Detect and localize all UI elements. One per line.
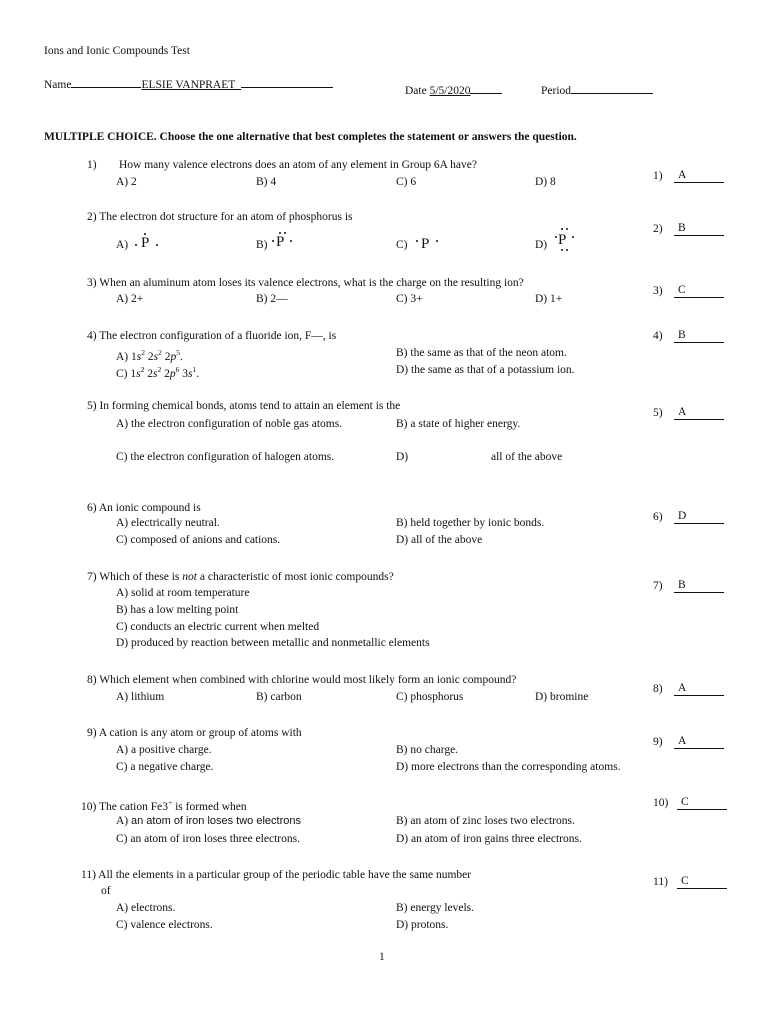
q10-option-c[interactable]: C) an atom of iron loses three electrons. <box>116 833 300 845</box>
q8-option-a[interactable]: A) lithium <box>116 691 165 703</box>
q10-text-pre: 10) The cation Fe3 <box>81 801 168 813</box>
q1-number: 1) <box>87 159 97 171</box>
q2-c-dot <box>436 240 438 242</box>
q7-text-post: a characteristic of most ionic compounds? <box>196 571 394 583</box>
q11-answer-number: 11) <box>653 876 668 888</box>
q9-answer: A <box>678 735 687 747</box>
q2-a-dot <box>135 244 137 246</box>
q2-a-dot <box>144 233 146 235</box>
q2-a-dot <box>156 244 158 246</box>
q2-answer-field[interactable] <box>674 222 724 236</box>
q7-option-a[interactable]: A) solid at room temperature <box>116 587 250 599</box>
q3-answer-number: 3) <box>653 285 663 297</box>
q3-answer-field[interactable] <box>674 284 724 298</box>
test-title: Ions and Ionic Compounds Test <box>44 45 190 57</box>
q5-text: 5) In forming chemical bonds, atoms tend to attain an element is the <box>87 400 401 412</box>
q4-answer-number: 4) <box>653 330 663 342</box>
q2-c-dot <box>416 240 418 242</box>
q11-answer: C <box>681 875 689 887</box>
q10-option-a-letter: A) <box>116 815 129 827</box>
q4-option-a[interactable]: A) $1s^2$ $2s^2$ $2p^5$. <box>116 348 183 363</box>
q1-option-c[interactable]: C) 6 <box>396 176 417 188</box>
q3-option-d[interactable]: D) 1+ <box>535 293 563 305</box>
q1-option-a[interactable]: A) 2 <box>116 176 137 188</box>
q11-option-a[interactable]: A) electrons. <box>116 902 176 914</box>
name-row <box>44 76 333 92</box>
q2-d-symbol: P <box>558 232 567 248</box>
q2-answer-number: 2) <box>653 223 663 235</box>
q6-option-d[interactable]: D) all of the above <box>396 534 483 546</box>
q7-option-c[interactable]: C) conducts an electric current when melted <box>116 621 320 633</box>
q6-answer: D <box>678 510 687 522</box>
q6-option-c[interactable]: C) composed of anions and cations. <box>116 534 281 546</box>
period-row <box>541 82 653 98</box>
date-value[interactable]: 5/5/2020 <box>429 85 471 97</box>
q7-text <box>87 570 394 584</box>
q10-answer: C <box>681 796 689 808</box>
q11-answer-field[interactable] <box>677 875 727 889</box>
q11-text: 11) All the elements in a particular group of the periodic table have the same number <box>81 869 472 881</box>
q5-option-d-text[interactable]: all of the above <box>491 451 563 463</box>
q2-option-d[interactable]: D) <box>535 239 548 251</box>
date-row <box>405 82 502 98</box>
page-number: 1 <box>379 951 385 963</box>
q8-answer-number: 8) <box>653 683 663 695</box>
q7-text-emphasis: not <box>182 571 197 583</box>
q4-text: 4) The electron configuration of a fluoride ion, F—, is <box>87 330 337 342</box>
q3-text: 3) When an aluminum atom loses its valence electrons, what is the charge on the resulting ion? <box>87 277 524 289</box>
date-line <box>470 82 502 94</box>
q7-option-d[interactable]: D) produced by reaction between metallic and nonmetallic elements <box>116 637 430 649</box>
q5-option-d[interactable]: D) <box>396 451 409 463</box>
q2-d-dot <box>561 228 563 230</box>
q5-answer: A <box>678 406 687 418</box>
q8-option-c[interactable]: C) phosphorus <box>396 691 464 703</box>
q2-a-symbol: P <box>141 235 150 251</box>
q5-answer-number: 5) <box>653 407 663 419</box>
q10-option-b[interactable]: B) an atom of zinc loses two electrons. <box>396 815 575 827</box>
q2-d-dot <box>566 228 568 230</box>
q2-text: 2) The electron dot structure for an atom of phosphorus is <box>87 211 353 223</box>
q9-option-a[interactable]: A) a positive charge. <box>116 744 212 756</box>
q4-option-c[interactable]: C) $1s^2$ $2s^2$ $2p^6$ $3s^1$. <box>116 365 200 380</box>
q7-text-pre: 7) Which of these is <box>87 571 183 583</box>
q3-option-b[interactable]: B) 2— <box>256 293 288 305</box>
q2-b-dot <box>284 232 286 234</box>
q1-answer: A <box>678 169 687 181</box>
q5-answer-field[interactable] <box>674 406 724 420</box>
q11-option-b[interactable]: B) energy levels. <box>396 902 475 914</box>
instructions: MULTIPLE CHOICE. Choose the one alternative that best completes the statement or answers the question. <box>44 131 577 143</box>
q10-text <box>81 796 247 814</box>
q2-answer: B <box>678 222 686 234</box>
q4-option-d[interactable]: D) the same as that of a potassium ion. <box>396 364 575 376</box>
period-label: Period <box>541 85 572 97</box>
name-line-right <box>241 76 333 88</box>
q10-option-a-text: an atom of iron loses two electrons <box>131 815 301 827</box>
q5-option-c[interactable]: C) the electron configuration of halogen atoms. <box>116 451 335 463</box>
q6-option-b[interactable]: B) held together by ionic bonds. <box>396 517 545 529</box>
q8-option-b[interactable]: B) carbon <box>256 691 302 703</box>
period-line[interactable] <box>571 82 653 94</box>
q10-text-post: is formed when <box>172 801 247 813</box>
name-line-left <box>71 76 141 88</box>
q9-option-b[interactable]: B) no charge. <box>396 744 459 756</box>
q11-text-continued: of <box>101 885 111 897</box>
q11-option-c[interactable]: C) valence electrons. <box>116 919 213 931</box>
q4-option-b[interactable]: B) the same as that of the neon atom. <box>396 347 567 359</box>
q6-option-a[interactable]: A) electrically neutral. <box>116 517 220 529</box>
q10-answer-field[interactable] <box>677 796 727 810</box>
q2-d-dot <box>555 236 557 238</box>
q9-answer-number: 9) <box>653 736 663 748</box>
q4-answer: B <box>678 329 686 341</box>
q10-text-superscript: + <box>167 798 173 807</box>
q7-answer-field[interactable] <box>674 579 724 593</box>
q8-option-d[interactable]: D) bromine <box>535 691 589 703</box>
q6-text: 6) An ionic compound is <box>87 502 201 514</box>
q9-answer-field[interactable] <box>674 735 724 749</box>
q2-option-c[interactable]: C) <box>396 239 408 251</box>
q2-d-dot <box>572 236 574 238</box>
q3-option-c[interactable]: C) 3+ <box>396 293 423 305</box>
q9-option-d[interactable]: D) more electrons than the corresponding atoms. <box>396 761 621 773</box>
q8-text: 8) Which element when combined with chlorine would most likely form an ionic compound? <box>87 674 517 686</box>
q7-option-b[interactable]: B) has a low melting point <box>116 604 239 616</box>
q2-d-dot <box>566 249 568 251</box>
q2-b-symbol: P <box>276 234 285 250</box>
q2-d-dot <box>561 249 563 251</box>
q3-option-a[interactable]: A) 2+ <box>116 293 144 305</box>
q10-option-a[interactable] <box>116 814 301 828</box>
q7-answer: B <box>678 579 686 591</box>
q3-answer: C <box>678 284 686 296</box>
date-label: Date <box>405 85 427 97</box>
q11-option-d[interactable]: D) protons. <box>396 919 449 931</box>
q4-answer-field[interactable] <box>674 329 724 343</box>
q5-option-b[interactable]: B) a state of higher energy. <box>396 418 521 430</box>
q1-option-d[interactable]: D) 8 <box>535 176 556 188</box>
q8-answer: A <box>678 682 687 694</box>
q9-option-c[interactable]: C) a negative charge. <box>116 761 214 773</box>
q1-answer-field[interactable] <box>674 169 724 183</box>
q1-option-b[interactable]: B) 4 <box>256 176 277 188</box>
q1-text: How many valence electrons does an atom of any element in Group 6A have? <box>119 159 477 171</box>
q2-b-dot <box>279 232 281 234</box>
name-value[interactable]: ELSIE VANPRAET_ <box>141 79 242 91</box>
name-label: Name <box>44 79 72 91</box>
q1-answer-number: 1) <box>653 170 663 182</box>
q6-answer-field[interactable] <box>674 510 724 524</box>
q6-answer-number: 6) <box>653 511 663 523</box>
q2-c-symbol: P <box>421 236 430 252</box>
q2-b-dot <box>290 240 292 242</box>
q2-option-a[interactable]: A) <box>116 239 129 251</box>
q7-answer-number: 7) <box>653 580 663 592</box>
q10-option-d[interactable]: D) an atom of iron gains three electrons. <box>396 833 582 845</box>
q2-option-b[interactable]: B) <box>256 239 268 251</box>
q8-answer-field[interactable] <box>674 682 724 696</box>
q9-text: 9) A cation is any atom or group of atoms with <box>87 727 302 739</box>
q10-answer-number: 10) <box>653 797 669 809</box>
q2-b-dot <box>272 240 274 242</box>
q5-option-a[interactable]: A) the electron configuration of noble gas atoms. <box>116 418 343 430</box>
